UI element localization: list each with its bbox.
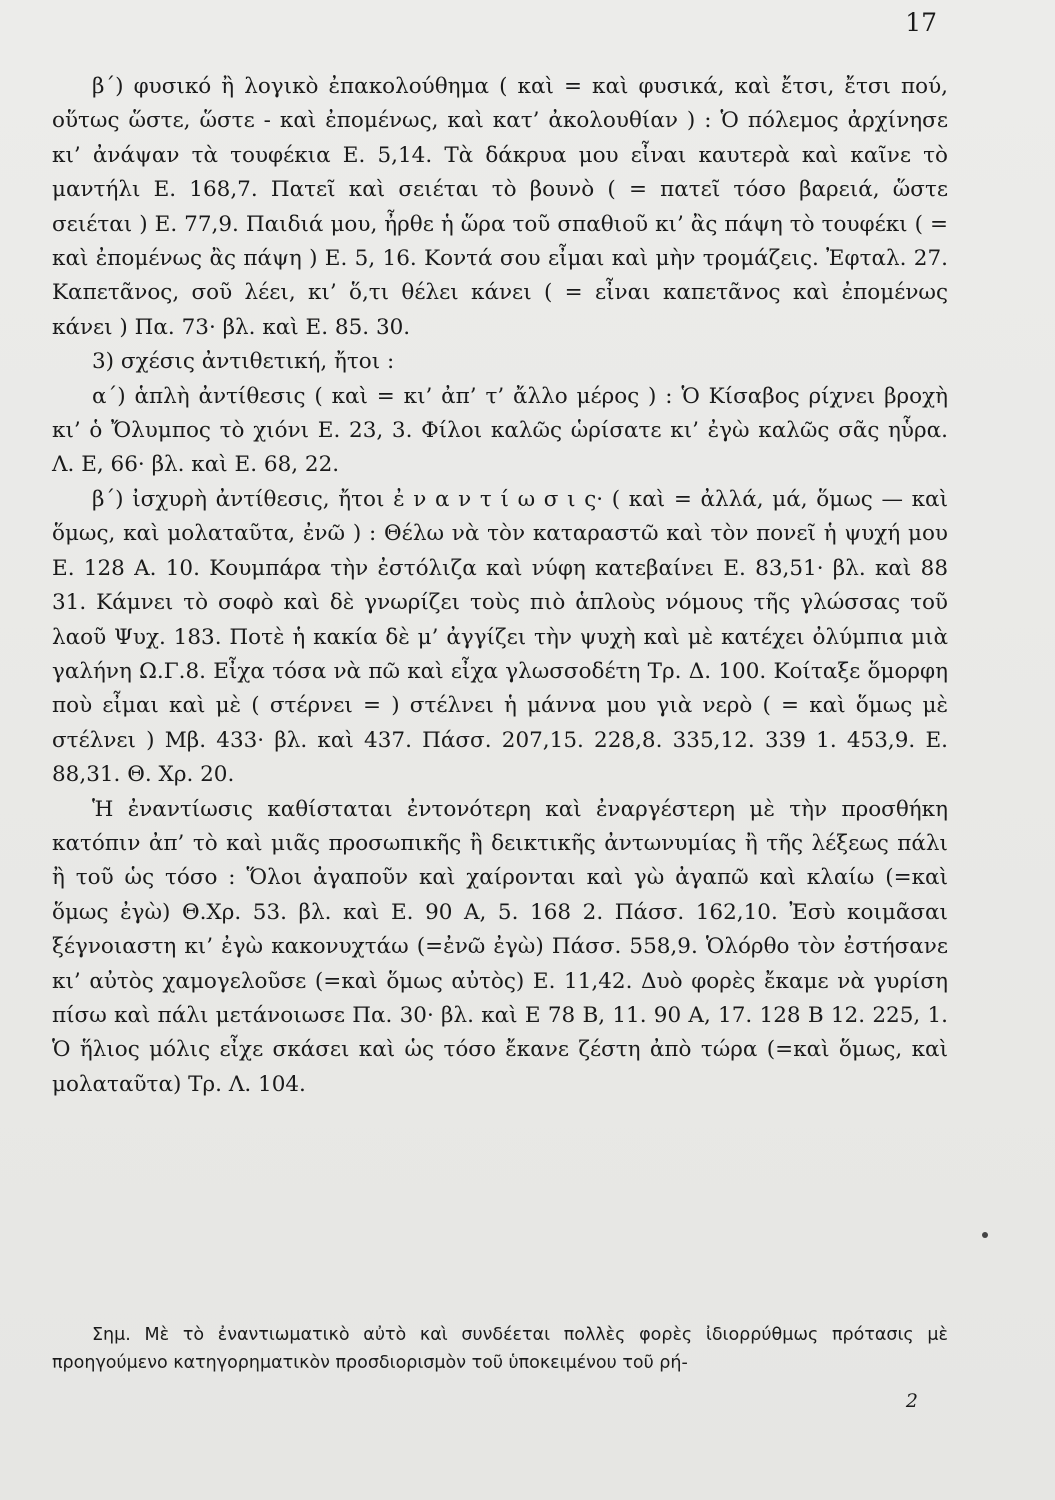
footnote: Σημ. Μὲ τὸ ἐναντιωματικὸ αὐτὸ καὶ συνδέεται πολλὲς φορὲς ἰδιορρύθμως πρότασις μὲ προηγούμενο κατηγορηματικὸν προσδιορισμὸν τοῦ ὑποκειμένου τοῦ ρή-: [52, 1325, 948, 1373]
page-body: [52, 70, 948, 1102]
paragraph-strong-antithesis: β΄) ἰσχυρὴ ἀντίθεσις, ἤτοι ἐ ν α ν τ ί ω σ ι ς· ( καὶ = ἀλλά, μά, ὅμως — καὶ ὅμως, καὶ μολαταῦτα, ἐνῶ ) : Θέλω νὰ τὸν καταραστῶ καὶ τὸν πονεῖ ἡ ψυχή μου Ε. 128 Α. 10. Κουμπάρα τὴν ἐστόλιζα καὶ νύφη κατεβαίνει Ε. 83,51· βλ. καὶ 88 31. Κάμνει τὸ σοφὸ καὶ δὲ γνωρίζει τοὺς πιὸ ἁπλοὺς νόμους τῆς γλώσσας τοῦ λαοῦ Ψυχ. 183. Ποτὲ ἡ κακία δὲ μ’ ἀγγίζει τὴν ψυχὴ καὶ μὲ κατέχει ὀλύμπια μιὰ γαλήνη Ω.Γ.8. Εἶχα τόσα νὰ πῶ καὶ εἶχα γλωσσοδέτη Τρ. Δ. 100. Κοίταξε ὅμορφη ποὺ εἶμαι καὶ μὲ ( στέρνει = ) στέλνει ἡ μάννα μου γιὰ νερὸ ( = καὶ ὅμως μὲ στέλνει ) Μβ. 433· βλ. καὶ 437. Πάσσ. 207,15. 228,8. 335,12. 339 1. 453,9. Ε. 88,31. Θ. Χρ. 20.: [52, 486, 948, 788]
paragraph-enantiosis: Ἡ ἐναντίωσις καθίσταται ἐντονότερη καὶ ἐναργέστερη μὲ τὴν προσθήκη κατόπιν ἀπ’ τὸ καὶ μιᾶς προσωπικῆς ἢ δεικτικῆς ἀντωνυμίας ἢ τῆς λέξεως πάλι ἢ τοῦ ὡς τόσο : Ὅλοι ἀγαποῦν καὶ χαίρονται καὶ γὼ ἀγαπῶ καὶ κλαίω (=καὶ ὅμως ἐγὼ) Θ.Χρ. 53. βλ. καὶ Ε. 90 Α, 5. 168 2. Πάσσ. 162,10. Ἐσὺ κοιμᾶσαι ξέγνοιαστη κι’ ἐγὼ κακονυχτάω (=ἐνῶ ἐγὼ) Πάσσ. 558,9. Ὁλόρθο τὸν ἐστήσανε κι’ αὐτὸς χαμογελοῦσε (=καὶ ὅμως αὐτὸς) Ε. 11,42. Δυὸ φορὲς ἔκαμε νὰ γυρίση πίσω καὶ πάλι μετάνοιωσε Πα. 30· βλ. καὶ Ε 78 Β, 11. 90 Α, 17. 128 Β 12. 225, 1. Ὁ ἥλιος μόλις εἶχε σκάσει καὶ ὡς τόσο ἔκανε ζέστη ἀπὸ τώρα (=καὶ ὅμως, καὶ μολαταῦτα) Τρ. Λ. 104.: [52, 796, 948, 1097]
paragraph-antithetic-heading: 3) σχέσις ἀντιθετική, ἤτοι :: [92, 349, 395, 375]
paragraph-beta-consequence: β΄) φυσικό ἢ λογικὸ ἐπακολούθημα ( καὶ = καὶ φυσικά, καὶ ἔτσι, ἔτσι πού, οὕτως ὥστε, ὥστε - καὶ ἐπομένως, καὶ κατ’ ἀκολουθίαν ) : Ὁ πόλεμος ἀρχίνησε κι’ ἀνάψαν τὰ τουφέκια Ε. 5,14. Τὰ δάκρυα μου εἶναι καυτερὰ καὶ καῖνε τὸ μαντήλι Ε. 168,7. Πατεῖ καὶ σειέται τὸ βουνὸ ( = πατεῖ τόσο βαρειά, ὥστε σειέται ) Ε. 77,9. Παιδιά μου, ἦρθε ἡ ὥρα τοῦ σπαθιοῦ κι’ ἂς πάψη τὸ τουφέκι ( = καὶ ἐπομένως ἂς πάψη ) Ε. 5, 16. Κοντά σου εἶμαι καὶ μὴν τρομάζεις. Ἐφταλ. 27. Καπετᾶνος, σοῦ λέει, κι’ ὅ,τι θέλει κάνει ( = εἶναι καπετᾶνος καὶ ἐπομένως κάνει ) Πα. 73· βλ. καὶ Ε. 85. 30.: [52, 74, 948, 340]
margin-dot: [982, 1232, 988, 1238]
signature-mark: 2: [905, 1390, 918, 1412]
page-number: 17: [905, 8, 937, 37]
paragraph-simple-antithesis: α΄) ἁπλὴ ἀντίθεσις ( καὶ = κι’ ἀπ’ τ’ ἄλλο μέρος ) : Ὁ Κίσαβος ρίχνει βροχὴ κι’ ὁ Ὄλυμπος τὸ χιόνι Ε. 23, 3. Φίλοι καλῶς ὡρίσατε κι’ ἐγὼ καλῶς σᾶς ηὗρα. Λ. Ε, 66· βλ. καὶ Ε. 68, 22.: [52, 383, 948, 478]
